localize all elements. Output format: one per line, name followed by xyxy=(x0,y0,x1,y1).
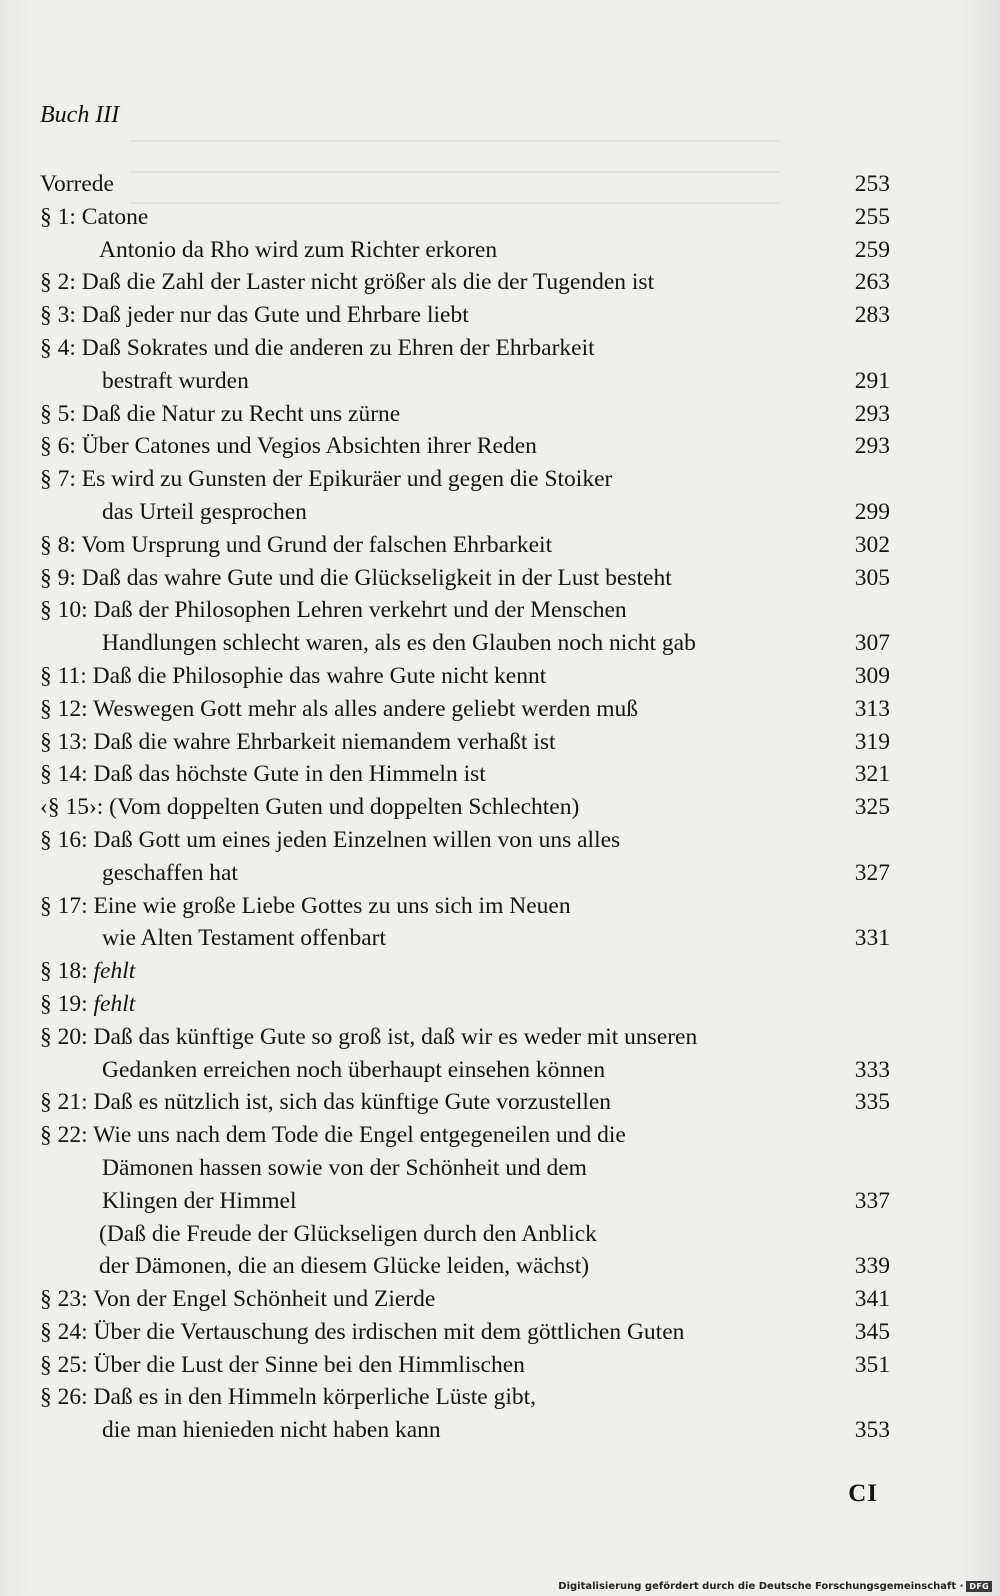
toc-entry-line: § 26: Daß es in den Himmeln körperliche Lüste gibt, xyxy=(40,1384,537,1411)
toc-page-number: 283 xyxy=(854,302,890,329)
toc-entry-line: die man hienieden nicht haben kann xyxy=(102,1417,441,1444)
toc-page-number: 321 xyxy=(854,761,890,788)
toc-entry xyxy=(40,1316,890,1349)
toc-entry-line: § 3: Daß jeder nur das Gute und Ehrbare liebt xyxy=(40,302,469,329)
toc-entry-title xyxy=(40,562,830,595)
folio-number: CI xyxy=(848,1480,878,1507)
toc-entry xyxy=(40,726,890,759)
toc-entry-title xyxy=(40,824,830,890)
toc-entry-title xyxy=(40,266,830,299)
toc-entry xyxy=(40,266,890,299)
toc-page-number: 307 xyxy=(854,630,890,657)
toc-entry xyxy=(40,332,890,398)
toc-page-number: 339 xyxy=(854,1253,890,1280)
toc-entry xyxy=(40,1381,890,1447)
toc-entry-line: wie Alten Testament offenbart xyxy=(102,925,386,952)
toc-page-number: 255 xyxy=(854,203,890,230)
toc-entry-title xyxy=(40,1381,830,1447)
toc-entry-line: § 24: Über die Vertauschung des irdischen mit dem göttlichen Guten xyxy=(40,1318,685,1345)
toc-page-number: 313 xyxy=(854,695,890,722)
toc-page-number: 305 xyxy=(854,564,890,591)
toc-entry xyxy=(40,234,890,267)
toc-entry-title xyxy=(40,1218,830,1284)
toc-page-number: 259 xyxy=(854,236,890,263)
toc-page-number: 337 xyxy=(854,1187,890,1214)
toc-entry-line: § 7: Es wird zu Gunsten der Epikuräer und gegen die Stoiker xyxy=(40,466,613,493)
toc-entry xyxy=(40,1119,890,1217)
toc-entry xyxy=(40,1021,890,1087)
toc-entry xyxy=(40,430,890,463)
toc-page-number: 302 xyxy=(854,531,890,558)
toc-page-number xyxy=(830,955,890,988)
toc-entry-title xyxy=(40,234,830,267)
toc-entry-line: § 13: Daß die wahre Ehrbarkeit niemandem verhaßt ist xyxy=(40,728,556,755)
toc-entry xyxy=(40,398,890,431)
toc-entry-title xyxy=(40,201,830,234)
table-of-contents xyxy=(40,168,890,1447)
footer-text: Digitalisierung gefördert durch die Deutsche Forschungsgemeinschaft · xyxy=(558,1581,964,1592)
toc-entry-line: § 17: Eine wie große Liebe Gottes zu uns sich im Neuen xyxy=(40,892,571,919)
toc-entry xyxy=(40,1349,890,1382)
toc-page-number: 345 xyxy=(854,1318,890,1345)
toc-entry-line: § 12: Weswegen Gott mehr als alles andere geliebt werden muß xyxy=(40,695,639,722)
toc-page-number: 351 xyxy=(854,1351,890,1378)
toc-entry-line: Gedanken erreichen noch überhaupt einsehen können xyxy=(102,1056,606,1083)
toc-entry-line: § 19: fehlt xyxy=(40,990,136,1017)
toc-page-number: 333 xyxy=(854,1056,890,1083)
toc-page-number: 353 xyxy=(854,1417,890,1444)
toc-entry-title xyxy=(40,726,830,759)
toc-entry-line: § 18: fehlt xyxy=(40,958,136,985)
toc-entry xyxy=(40,463,890,529)
toc-entry-title xyxy=(40,332,830,398)
toc-entry xyxy=(40,201,890,234)
toc-entry-title xyxy=(40,1316,830,1349)
toc-entry-line: Antonio da Rho wird zum Richter erkoren xyxy=(99,236,498,263)
toc-entry-line: § 20: Daß das künftige Gute so groß ist, daß wir es weder mit unseren xyxy=(40,1023,698,1050)
toc-entry xyxy=(40,955,890,988)
toc-entry-title xyxy=(40,299,830,332)
toc-entry xyxy=(40,562,890,595)
toc-page-number: 293 xyxy=(854,433,890,460)
toc-entry xyxy=(40,594,890,660)
toc-entry-title xyxy=(40,529,830,562)
toc-page-number: 263 xyxy=(854,269,890,296)
toc-entry xyxy=(40,299,890,332)
toc-entry xyxy=(40,1218,890,1284)
toc-page-number xyxy=(830,988,890,1021)
toc-entry-line: § 16: Daß Gott um eines jeden Einzelnen willen von uns alles xyxy=(40,826,621,853)
toc-entry-title xyxy=(40,660,830,693)
toc-entry-line: § 25: Über die Lust der Sinne bei den Himmlischen xyxy=(40,1351,525,1378)
toc-entry-line: § 1: Catone xyxy=(40,203,149,230)
toc-entry xyxy=(40,824,890,890)
toc-entry xyxy=(40,529,890,562)
toc-entry-line: geschaffen hat xyxy=(102,859,238,886)
toc-entry xyxy=(40,1283,890,1316)
toc-entry xyxy=(40,693,890,726)
toc-entry xyxy=(40,988,890,1021)
toc-entry-line: Vorrede xyxy=(40,171,114,197)
toc-entry-title xyxy=(40,1349,830,1382)
toc-entry-title xyxy=(40,758,830,791)
dfg-logo: DFG xyxy=(966,1581,992,1592)
toc-entry-line: § 4: Daß Sokrates und die anderen zu Ehren der Ehrbarkeit xyxy=(40,334,595,361)
toc-entry xyxy=(40,758,890,791)
toc-entry-line: § 21: Daß es nützlich ist, sich das künftige Gute vorzustellen xyxy=(40,1089,612,1116)
toc-entry-line: § 22: Wie uns nach dem Tode die Engel entgegeneilen und die xyxy=(40,1122,626,1149)
toc-entry-line: § 14: Daß das höchste Gute in den Himmeln ist xyxy=(40,761,486,788)
toc-entry-line: ‹§ 15›: (Vom doppelten Guten und doppelten Schlechten) xyxy=(40,794,580,821)
toc-entry-title xyxy=(40,430,830,463)
toc-entry-line: (Daß die Freude der Glückseligen durch den Anblick xyxy=(99,1220,597,1247)
toc-entry xyxy=(40,791,890,824)
toc-page-number: 291 xyxy=(854,367,890,394)
toc-entry-title xyxy=(40,1283,830,1316)
toc-entry-line: Klingen der Himmel xyxy=(102,1187,297,1214)
toc-page-number: 319 xyxy=(854,728,890,755)
toc-page-number: 253 xyxy=(854,171,890,197)
toc-entry-line: der Dämonen, die an diesem Glücke leiden, wächst) xyxy=(99,1253,590,1280)
toc-entry-line: bestraft wurden xyxy=(102,367,249,394)
toc-entry-title xyxy=(40,955,830,988)
toc-entry-line: § 5: Daß die Natur zu Recht uns zürne xyxy=(40,400,401,427)
toc-entry-line: Handlungen schlecht waren, als es den Glauben noch nicht gab xyxy=(102,630,696,657)
toc-entry-title xyxy=(40,890,830,956)
toc-entry-title xyxy=(40,693,830,726)
toc-entry-line: § 6: Über Catones und Vegios Absichten ihrer Reden xyxy=(40,433,537,460)
toc-page-number: 341 xyxy=(854,1286,890,1313)
toc-page-number: 309 xyxy=(854,662,890,689)
toc-entry-title xyxy=(40,1021,830,1087)
toc-entry-line: § 23: Von der Engel Schönheit und Zierde xyxy=(40,1286,436,1313)
toc-entry-line: § 11: Daß die Philosophie das wahre Gute nicht kennt xyxy=(40,662,547,689)
toc-entry-line: § 8: Vom Ursprung und Grund der falschen Ehrbarkeit xyxy=(40,531,553,558)
toc-page-number: 293 xyxy=(854,400,890,427)
toc-page-number: 325 xyxy=(854,794,890,821)
toc-page-number: 331 xyxy=(854,925,890,952)
toc-entry-title xyxy=(40,398,830,431)
toc-page-number: 327 xyxy=(854,859,890,886)
toc-entry xyxy=(40,1086,890,1119)
toc-entry-title xyxy=(40,463,830,529)
toc-entry xyxy=(40,890,890,956)
toc-entry-title xyxy=(40,1119,830,1217)
book-title: Buch III xyxy=(40,102,120,128)
toc-entry-line: § 2: Daß die Zahl der Laster nicht größer als die der Tugenden ist xyxy=(40,269,655,296)
toc-entry-line: § 10: Daß der Philosophen Lehren verkehrt und der Menschen xyxy=(40,597,627,624)
toc-entry xyxy=(40,660,890,693)
toc-entry-line: Dämonen hassen sowie von der Schönheit und dem xyxy=(102,1154,587,1181)
toc-entry-title xyxy=(40,791,830,824)
toc-entry-title xyxy=(40,168,830,201)
toc-entry-title xyxy=(40,988,830,1021)
toc-page-number: 335 xyxy=(854,1089,890,1116)
toc-page-number: 299 xyxy=(854,498,890,525)
toc-entry-title xyxy=(40,1086,830,1119)
toc-entry-line: § 9: Daß das wahre Gute und die Glückseligkeit in der Lust besteht xyxy=(40,564,672,591)
toc-entry-line: das Urteil gesprochen xyxy=(102,498,307,525)
toc-entry xyxy=(40,168,890,201)
footer-credit xyxy=(558,1581,992,1592)
toc-entry-title xyxy=(40,594,830,660)
